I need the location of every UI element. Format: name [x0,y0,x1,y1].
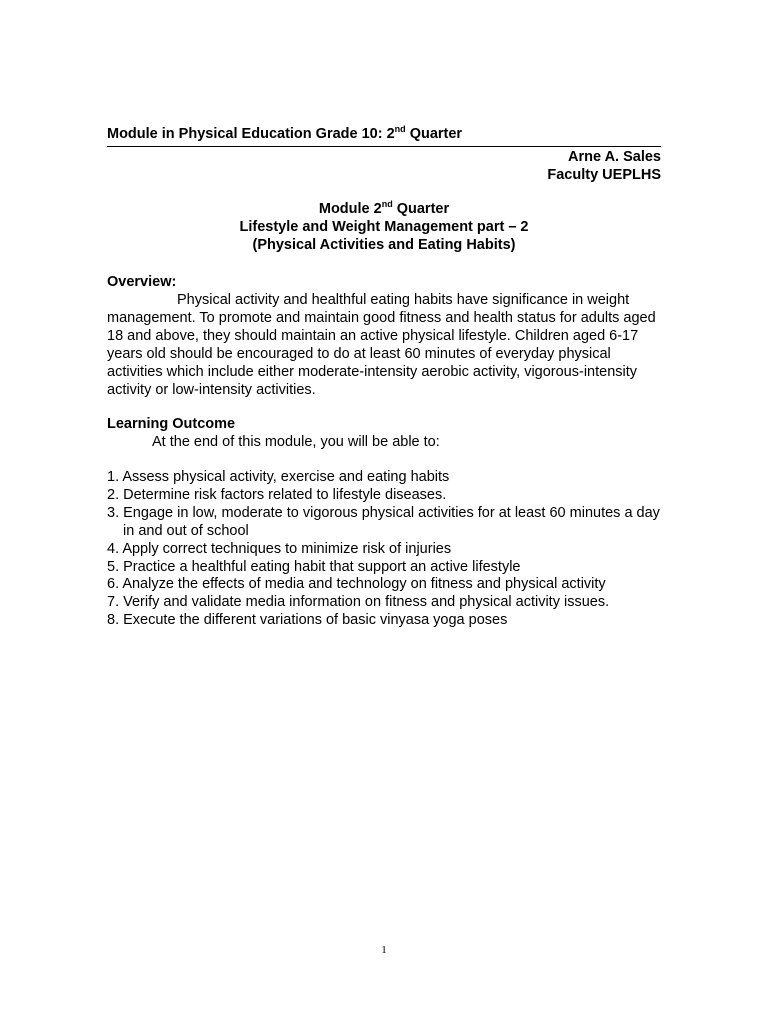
author-name: Arne A. Sales [568,149,661,165]
learning-outcome-heading: Learning Outcome [107,416,236,432]
module-line1-superscript: nd [381,199,393,209]
author-block [547,148,661,184]
header-title-prefix: Module in Physical Education Grade 10: 2 [107,126,395,142]
module-line1-prefix: Module 2 [318,201,382,217]
module-quarter-line [107,200,661,218]
module-line1-suffix: Quarter [392,201,450,217]
list-item: 7. Verify and validate media information on fitness and physical activity issues. [107,594,610,611]
list-item: 1. Assess physical activity, exercise and eating habits [107,469,450,485]
list-item: 8. Execute the different variations of basic vinyasa yoga poses [107,612,508,629]
page-number: 1 [381,944,387,956]
header-title-suffix: Quarter [405,126,463,142]
list-item: 6. Analyze the effects of media and technology on fitness and physical activity [107,576,606,593]
overview-paragraph: Physical activity and healthful eating habits have significance in weight management. To promote and maintain good fitness and health status for adults aged 18 and above, they should maintain an active physical lifestyle. Children aged 6-17 years old should be encouraged to do at least 60 minutes of everyday physical activities which include either moderate-intensity aerobic activity, vigorous-intensity activity or low-intensity activities. [107,292,656,398]
module-topic: (Physical Activities and Eating Habits) [252,237,516,253]
module-subtitle: Lifestyle and Weight Management part – 2 [239,219,529,235]
list-item: 2. Determine risk factors related to lifestyle diseases. [107,486,447,503]
module-title-block [107,200,661,254]
list-item: 4. Apply correct techniques to minimize risk of injuries [107,540,452,557]
list-item: 5. Practice a healthful eating habit that support an active lifestyle [107,558,521,575]
header-title-superscript: nd [394,124,406,134]
author-affiliation: Faculty UEPLHS [547,167,661,183]
list-item: 3. Engage in low, moderate to vigorous physical activities for at least 60 minutes a day in and out of school [107,504,660,539]
overview-heading: Overview: [107,274,177,290]
learning-outcome-intro: At the end of this module, you will be able to: [152,434,440,450]
module-header-title [107,124,661,147]
learning-outcome-list [107,469,667,630]
